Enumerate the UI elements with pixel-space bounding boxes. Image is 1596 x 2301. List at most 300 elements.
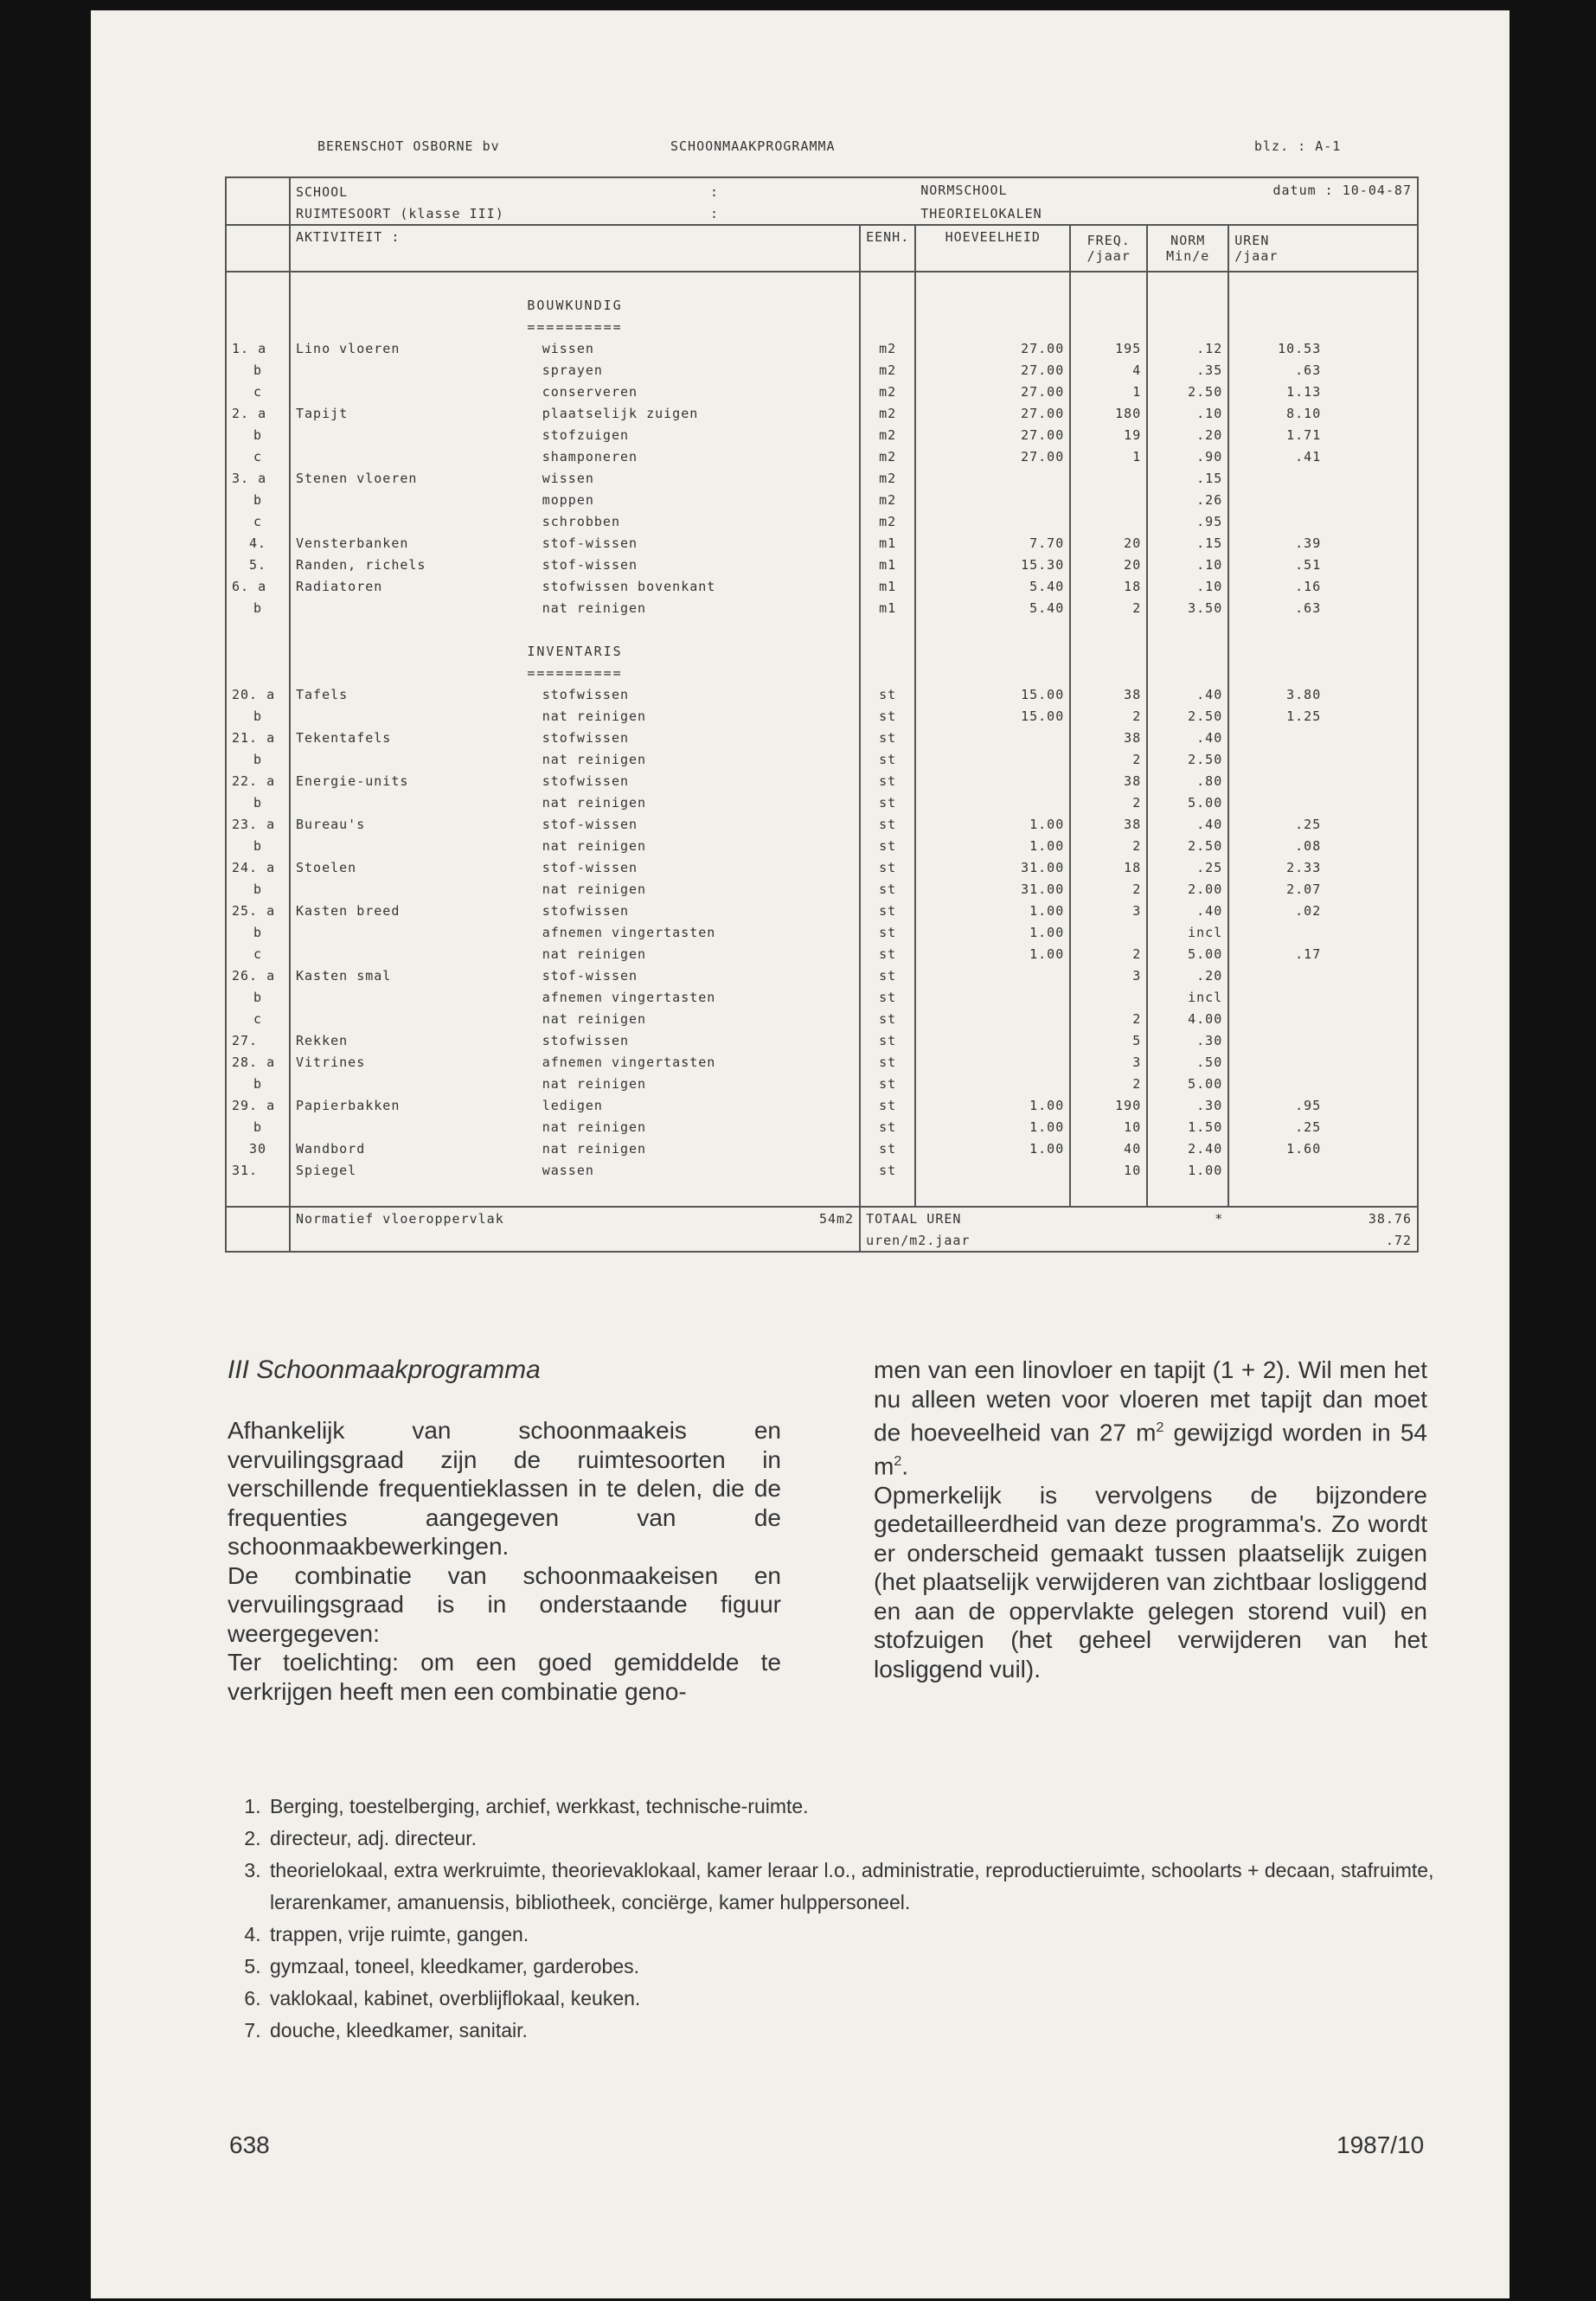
schedule-row [226,445,1418,467]
row-quantity [915,792,1070,813]
row-frequency: 180 [1070,402,1147,424]
row-norm: .35 [1147,359,1228,381]
row-hours: 2.07 [1228,878,1326,900]
row-action: nat reinigen [542,751,647,767]
row-action: stofwissen [542,1032,630,1048]
row-edge [1326,856,1418,878]
row-number: b [226,792,290,813]
row-quantity: 7.70 [915,532,1070,554]
row-quantity: 1.00 [915,921,1070,943]
col-frequency-unit: /jaar [1086,248,1131,264]
row-action: plaatselijk zuigen [542,405,699,421]
row-object: Vitrines [290,1051,537,1073]
row-object [290,1008,537,1029]
row-unit: st [860,986,915,1008]
row-action: stof-wissen [542,556,638,573]
row-action: stof-wissen [542,859,638,875]
row-frequency: 2 [1070,748,1147,770]
row-edge [1326,1159,1418,1181]
row-object [290,424,537,445]
row-number: 6. a [226,575,290,597]
schedule-row [226,359,1418,381]
row-edge [1326,921,1418,943]
row-hours: 2.33 [1228,856,1326,878]
row-action: stof-wissen [542,967,638,984]
row-object [290,943,537,965]
row-hours [1228,1159,1326,1181]
row-object: Lino vloeren [290,337,537,359]
paragraph: De combinatie van schoonmaakeisen en vervuilingsgraad is in onderstaande figuur weergegeven: [228,1561,781,1647]
row-frequency: 20 [1070,554,1147,575]
row-number: c [226,381,290,402]
row-norm: .40 [1147,683,1228,705]
row-action: wassen [542,1162,594,1178]
issue-number: 1987/10 [1336,2131,1425,2158]
row-norm: .20 [1147,965,1228,986]
schedule-row [226,900,1418,921]
row-action: stofwissen [542,686,630,702]
row-quantity [915,1159,1070,1181]
program-title: SCHOONMAAKPROGRAMMA [670,138,836,154]
row-unit: m1 [860,554,915,575]
section-row-inventory [226,640,1418,662]
row-action: sprayen [542,362,603,378]
row-unit: m1 [860,597,915,619]
row-norm: .40 [1147,900,1228,921]
row-edge [1326,878,1418,900]
row-object: Kasten breed [290,900,537,921]
row-quantity: 1.00 [915,900,1070,921]
row-unit: st [860,748,915,770]
row-number: b [226,489,290,510]
row-edge [1326,683,1418,705]
row-quantity: 31.00 [915,878,1070,900]
row-frequency: 3 [1070,900,1147,921]
row-edge [1326,467,1418,489]
row-frequency [1070,467,1147,489]
row-edge [1326,727,1418,748]
row-object: Energie-units [290,770,537,792]
row-norm: .90 [1147,445,1228,467]
row-quantity: 27.00 [915,359,1070,381]
row-action: conserveren [542,383,638,400]
row-action: schrobben [542,513,620,529]
row-hours: 10.53 [1228,337,1326,359]
row-frequency [1070,921,1147,943]
paragraph-text: . [901,1452,909,1480]
schedule-row [226,835,1418,856]
row-edge [1326,943,1418,965]
row-unit: st [860,1159,915,1181]
row-norm: incl [1147,921,1228,943]
row-object [290,445,537,467]
row-unit: st [860,900,915,921]
row-hours: .25 [1228,813,1326,835]
col-frequency: FREQ. [1086,233,1131,248]
row-hours [1228,1073,1326,1094]
row-hours: .63 [1228,359,1326,381]
row-action: nat reinigen [542,945,647,962]
row-frequency: 19 [1070,424,1147,445]
row-norm: incl [1147,986,1228,1008]
schedule-row [226,575,1418,597]
schedule-row [226,748,1418,770]
paragraph-text: men van een linovloer en tapijt (1 + 2). Wil men het nu alleen weten voor vloeren met tapijt dan moet de hoeveelheid van 27 m [874,1356,1427,1446]
row-edge [1326,445,1418,467]
row-frequency: 38 [1070,813,1147,835]
row-object [290,381,537,402]
note-item: 5. gymzaal, toneel, kleedkamer, garderobes. [266,1951,1512,1983]
section-underline: ========== [527,318,623,335]
row-hours [1228,727,1326,748]
row-quantity [915,727,1070,748]
row-object: Tekentafels [290,727,537,748]
row-frequency: 2 [1070,705,1147,727]
schedule-row [226,1116,1418,1138]
left-column [228,1416,781,1706]
row-unit: m2 [860,337,915,359]
page-number: 638 [229,2131,270,2158]
row-hours: 8.10 [1228,402,1326,424]
schedule-row [226,510,1418,532]
row-number: b [226,835,290,856]
row-unit: m2 [860,489,915,510]
paragraph-text: gewijzigd worden in 54 m [874,1419,1427,1480]
row-edge [1326,554,1418,575]
row-edge [1326,1073,1418,1094]
row-edge [1326,510,1418,532]
note-item: 1. Berging, toestelberging, archief, werkkast, technische-ruimte. [266,1791,1512,1823]
row-frequency: 2 [1070,878,1147,900]
row-unit: m2 [860,467,915,489]
row-norm: 2.40 [1147,1138,1228,1159]
row-hours: .02 [1228,900,1326,921]
schedule-row [226,1138,1418,1159]
row-number: 23. a [226,813,290,835]
row-number: b [226,1116,290,1138]
row-quantity: 1.00 [915,1116,1070,1138]
row-edge [1326,1051,1418,1073]
row-frequency: 3 [1070,965,1147,986]
row-norm: .12 [1147,337,1228,359]
figure-caption: III Schoonmaakprogramma [228,1356,541,1384]
row-quantity: 27.00 [915,381,1070,402]
row-action: nat reinigen [542,599,647,616]
schedule-row [226,792,1418,813]
row-unit: st [860,727,915,748]
floor-area-value: 54m2 [818,1210,855,1227]
schedule-row [226,813,1418,835]
schedule-row [226,489,1418,510]
note-item: 4. trappen, vrije ruimte, gangen. [266,1919,1512,1951]
row-quantity: 15.30 [915,554,1070,575]
row-frequency: 2 [1070,1008,1147,1029]
row-unit: st [860,1029,915,1051]
row-number: c [226,445,290,467]
row-hours: .95 [1228,1094,1326,1116]
row-edge [1326,813,1418,835]
row-edge [1326,965,1418,986]
row-quantity [915,965,1070,986]
schedule-row [226,424,1418,445]
row-object: Stoelen [290,856,537,878]
row-object [290,510,537,532]
row-frequency: 38 [1070,683,1147,705]
row-norm: .25 [1147,856,1228,878]
row-quantity: 27.00 [915,337,1070,359]
row-number: 2. a [226,402,290,424]
paragraph: Ter toelichting: om een goed gemiddelde te verkrijgen heeft men een combinatie geno- [228,1649,781,1705]
row-action: stofwissen [542,729,630,746]
row-action: nat reinigen [542,1010,647,1027]
row-object: Tapijt [290,402,537,424]
row-edge [1326,402,1418,424]
row-object: Stenen vloeren [290,467,537,489]
row-quantity: 27.00 [915,402,1070,424]
row-edge [1326,359,1418,381]
scanned-page [91,10,1509,2298]
row-frequency: 38 [1070,727,1147,748]
row-quantity: 15.00 [915,683,1070,705]
row-hours [1228,770,1326,792]
row-norm: .26 [1147,489,1228,510]
row-action: stof-wissen [542,816,638,832]
row-frequency: 2 [1070,943,1147,965]
row-norm: .40 [1147,727,1228,748]
cleaning-schedule-table [225,176,1419,1253]
row-hours [1228,921,1326,943]
row-action: nat reinigen [542,1075,647,1092]
row-action: stof-wissen [542,535,638,551]
row-unit: st [860,965,915,986]
row-norm: 5.00 [1147,792,1228,813]
row-norm: 5.00 [1147,943,1228,965]
row-object [290,921,537,943]
section-title: BOUWKUNDIG [527,297,623,313]
row-edge [1326,424,1418,445]
hours-per-m2-label: uren/m2.jaar [866,1232,971,1248]
column-header-row [226,225,1418,272]
schedule-row [226,532,1418,554]
page-reference: blz. : A-1 [1254,138,1342,154]
row-number: b [226,424,290,445]
row-quantity [915,489,1070,510]
note-item: 6. vaklokaal, kabinet, overblijflokaal, keuken. [266,1983,1512,2015]
row-object [290,1073,537,1094]
schedule-row [226,921,1418,943]
row-unit: st [860,683,915,705]
row-quantity: 1.00 [915,1138,1070,1159]
row-frequency: 2 [1070,835,1147,856]
row-object [290,597,537,619]
row-number: 21. a [226,727,290,748]
row-object: Bureau's [290,813,537,835]
row-norm: .15 [1147,532,1228,554]
row-object [290,986,537,1008]
row-number: 31. [226,1159,290,1181]
schedule-row [226,1029,1418,1051]
school-separator: : [710,183,720,200]
row-hours [1228,1051,1326,1073]
row-norm: 1.00 [1147,1159,1228,1181]
row-unit: st [860,813,915,835]
row-unit: m2 [860,510,915,532]
row-quantity [915,748,1070,770]
row-norm: .95 [1147,510,1228,532]
row-action: afnemen vingertasten [542,1054,716,1070]
col-quantity: HOEVEELHEID [945,229,1041,245]
row-frequency: 40 [1070,1138,1147,1159]
total-hours-value: 38.76 [1368,1210,1412,1227]
row-action: nat reinigen [542,837,647,854]
schedule-row [226,965,1418,986]
row-hours: .51 [1228,554,1326,575]
row-object: Spiegel [290,1159,537,1181]
row-number: 22. a [226,770,290,792]
row-frequency: 190 [1070,1094,1147,1116]
row-norm: .30 [1147,1029,1228,1051]
row-frequency: 10 [1070,1116,1147,1138]
row-unit: st [860,770,915,792]
row-action: shamponeren [542,448,638,465]
row-unit: st [860,1116,915,1138]
col-norm-unit: Min/e [1166,248,1210,264]
row-unit: m1 [860,575,915,597]
row-unit: st [860,1094,915,1116]
row-norm: 2.50 [1147,705,1228,727]
row-edge [1326,835,1418,856]
date-field: datum : 10-04-87 [1272,183,1412,198]
row-frequency: 10 [1070,1159,1147,1181]
row-edge [1326,1138,1418,1159]
row-frequency: 3 [1070,1051,1147,1073]
right-column [874,1356,1427,1683]
school-label: SCHOOL [296,183,349,200]
row-edge [1326,489,1418,510]
row-quantity: 1.00 [915,943,1070,965]
row-frequency: 2 [1070,1073,1147,1094]
row-hours [1228,510,1326,532]
row-hours [1228,467,1326,489]
row-hours: 1.60 [1228,1138,1326,1159]
row-action: ledigen [542,1097,603,1113]
row-norm: .20 [1147,424,1228,445]
row-frequency [1070,489,1147,510]
row-frequency [1070,510,1147,532]
schedule-row [226,770,1418,792]
row-action: nat reinigen [542,881,647,897]
row-number: b [226,705,290,727]
schedule-row [226,554,1418,575]
row-hours: .41 [1228,445,1326,467]
row-quantity [915,1029,1070,1051]
row-number: 29. a [226,1094,290,1116]
row-unit: st [860,1008,915,1029]
row-quantity: 1.00 [915,835,1070,856]
schedule-row [226,467,1418,489]
paragraph: Opmerkelijk is vervolgens de bijzondere gedetailleerdheid van deze programma's. Zo wordt er onderscheid gemaakt tussen plaatselijk zuigen (het plaatselijk verwijderen van zichtbaar losliggend en aan de oppervlakte gelegen storend vuil) en stofzuigen (het geheel verwijderen van het losliggend vuil). [874,1481,1427,1682]
schedule-row [226,1094,1418,1116]
schedule-row [226,705,1418,727]
row-number: b [226,597,290,619]
row-norm: 4.00 [1147,1008,1228,1029]
row-hours: 1.25 [1228,705,1326,727]
schedule-row [226,1159,1418,1181]
row-object [290,359,537,381]
row-hours [1228,748,1326,770]
row-number: c [226,1008,290,1029]
note-item: 2. directeur, adj. directeur. [266,1823,1512,1855]
paragraph [874,1356,1427,1481]
row-number: b [226,878,290,900]
row-hours: 1.71 [1228,424,1326,445]
row-frequency [1070,986,1147,1008]
row-frequency: 1 [1070,445,1147,467]
footer-row-floor [226,1207,1418,1229]
row-edge [1326,1116,1418,1138]
schedule-row [226,597,1418,619]
row-edge [1326,1029,1418,1051]
room-type-separator: : [710,205,720,221]
row-unit: st [860,835,915,856]
schedule-row [226,402,1418,424]
schedule-row [226,878,1418,900]
superscript: 2 [894,1453,902,1469]
row-frequency: 195 [1070,337,1147,359]
row-unit: m2 [860,381,915,402]
row-action: wissen [542,340,594,356]
row-quantity [915,986,1070,1008]
schedule-row [226,856,1418,878]
schedule-row [226,337,1418,359]
row-object: Wandbord [290,1138,537,1159]
row-object: Radiatoren [290,575,537,597]
row-edge [1326,1008,1418,1029]
row-number: 30 [226,1138,290,1159]
row-norm: 2.50 [1147,835,1228,856]
section-row-structural [226,294,1418,316]
hours-per-m2-value: .72 [1385,1232,1412,1248]
row-quantity: 1.00 [915,1094,1070,1116]
row-unit: m2 [860,445,915,467]
row-action: nat reinigen [542,1118,647,1135]
row-frequency: 2 [1070,597,1147,619]
row-norm: 5.00 [1147,1073,1228,1094]
row-frequency: 4 [1070,359,1147,381]
row-edge [1326,792,1418,813]
row-edge [1326,1094,1418,1116]
row-action: stofwissen [542,902,630,919]
row-norm: 2.00 [1147,878,1228,900]
row-number: c [226,510,290,532]
row-hours [1228,489,1326,510]
row-number: 28. a [226,1051,290,1073]
row-norm: 2.50 [1147,381,1228,402]
row-object [290,489,537,510]
row-object: Randen, richels [290,554,537,575]
row-unit: st [860,878,915,900]
row-quantity [915,510,1070,532]
row-number: 5. [226,554,290,575]
row-quantity [915,467,1070,489]
row-hours [1228,1008,1326,1029]
row-action: stofwissen [542,772,630,789]
row-object: Tafels [290,683,537,705]
row-edge [1326,986,1418,1008]
row-hours: 1.13 [1228,381,1326,402]
floor-area-label: Normatief vloeroppervlak [296,1210,504,1227]
row-number: b [226,748,290,770]
